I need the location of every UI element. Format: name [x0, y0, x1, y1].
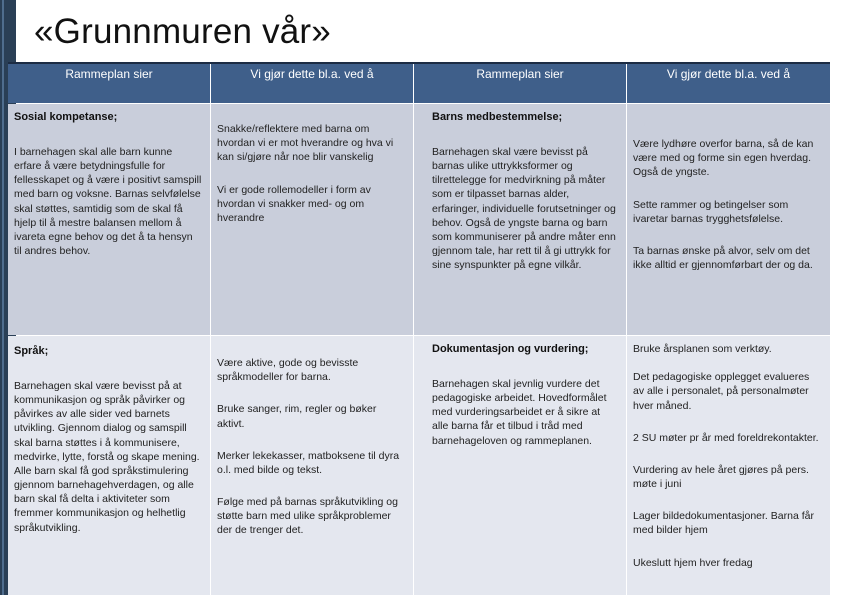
sprak-text: Barnehagen skal være bevisst på at kommunikasjon og språk påvirker og påvirkes av alle sider ved barnets utvikling. Gjennom dialog og samspill skal barna støttes i å kommunisere, medvirke, lytte, forstå og skape mening. Alle barn skal få god språkstimulering gjennom barnehagehverdagen, og alle barn skal få delta i aktiviteter som fremmer kommunikasjon og helhetlig språkutvikling.: [14, 379, 200, 534]
medbestemmelse-heading: Barns medbestemmelse;: [432, 111, 563, 123]
dokumentasjon-heading: Dokumentasjon og vurdering;: [432, 343, 589, 355]
dokumentasjon-action-2: 2 SU møter pr år med foreldrekontakter.: [633, 431, 819, 444]
dokumentasjon-action-4: Lager bildedokumentasjoner. Barna får med bilder hjem: [633, 510, 814, 537]
medbestemmelse-actions-cell: [627, 104, 830, 335]
medbestemmelse-text: Barnehagen skal være bevisst på barnas ulike uttrykksformer og tilrettelegge for medvirkning på måter som er tilpasset barnas alder, erfaringer, individuelle forutsetninger og behov. Også de yngste barna og barn som kommuniserer på andre måter enn gjennom tale, har rett til å gi uttrykk for sine synspunkter på egne vilkår.: [432, 145, 616, 272]
sprak-action-2: Bruke sanger, rim, regler og bøker aktivt.: [217, 403, 377, 430]
sprak-action-1: Være aktive, gode og bevisste språkmodeller for barna.: [217, 357, 359, 384]
medbestemmelse-text-cell: [414, 104, 626, 335]
sprak-heading: Språk;: [14, 345, 49, 357]
medbestemmelse-action-3: Ta barnas ønske på alvor, selv om det ikke alltid er gjennomførbart der og da.: [633, 244, 813, 272]
sosial-text-cell: [8, 104, 210, 335]
header-col3: Rammeplan sier: [414, 62, 626, 103]
sosial-action-1: Snakke/reflektere med barna om hvordan vi er mot hverandre og hva vi kan si/gjøre når noe blir vanskelig: [217, 123, 394, 164]
header-col4: Vi gjør dette bl.a. ved å: [627, 62, 830, 103]
medbestemmelse-action-1: Være lydhøre overfor barna, så de kan være med og forme sin egen hverdag. Også de yngste.: [633, 138, 814, 179]
sprak-text-cell: [8, 336, 210, 595]
dokumentasjon-lead: Bruke årsplanen som verktøy.: [633, 343, 772, 355]
page-title: «Grunnmuren vår»: [34, 12, 331, 51]
dokumentasjon-action-5: Ukeslutt hjem hver fredag: [633, 556, 753, 569]
dokumentasjon-actions-cell: [627, 336, 830, 595]
dokumentasjon-action-3: Vurdering av hele året gjøres på pers. møte i juni: [633, 463, 809, 491]
medbestemmelse-action-2: Sette rammer og betingelser som ivaretar barnas trygghetsfølelse.: [633, 198, 789, 225]
sprak-action-3: Merker lekekasser, matboksene til dyra o.l. med bilde og tekst.: [217, 449, 400, 476]
sprak-actions-cell: [211, 336, 413, 595]
sprak-action-4: Følge med på barnas språkutvikling og støtte barn med ulike språkproblemer der de trenger det.: [217, 496, 398, 537]
header-col2: Vi gjør dette bl.a. ved å: [211, 62, 413, 103]
left-accent-line: [2, 0, 4, 595]
dokumentasjon-action-1: Det pedagogiske opplegget evalueres av alle i personalet, på personalmøter hver måned.: [633, 371, 810, 412]
header-col1: Rammeplan sier: [8, 62, 210, 103]
dokumentasjon-text-cell: [414, 336, 626, 595]
sosial-heading: Sosial kompetanse;: [14, 111, 118, 123]
sosial-action-2: Vi er gode rollemodeller i form av hvordan vi snakker med- og om hverandre: [217, 183, 371, 224]
dokumentasjon-text: Barnehagen skal jevnlig vurdere det pedagogiske arbeidet. Hovedformålet med vurderingsarbeidet er å sikre at alle barna får et tilbud i tråd med barnehageloven og rammeplanen.: [432, 377, 607, 447]
sosial-text: I barnehagen skal alle barn kunne erfare å være betydningsfulle for fellesskapet og å være i positivt samspill med barn og voksne. Barnas selvfølelse skal støttes, samtidig som de skal få hjelp til å mestre balansen mellom å ivareta egne behov og det å ta hensyn til andres behov.: [14, 145, 202, 258]
header-top-line: [8, 62, 830, 64]
sosial-actions-cell: [211, 104, 413, 335]
